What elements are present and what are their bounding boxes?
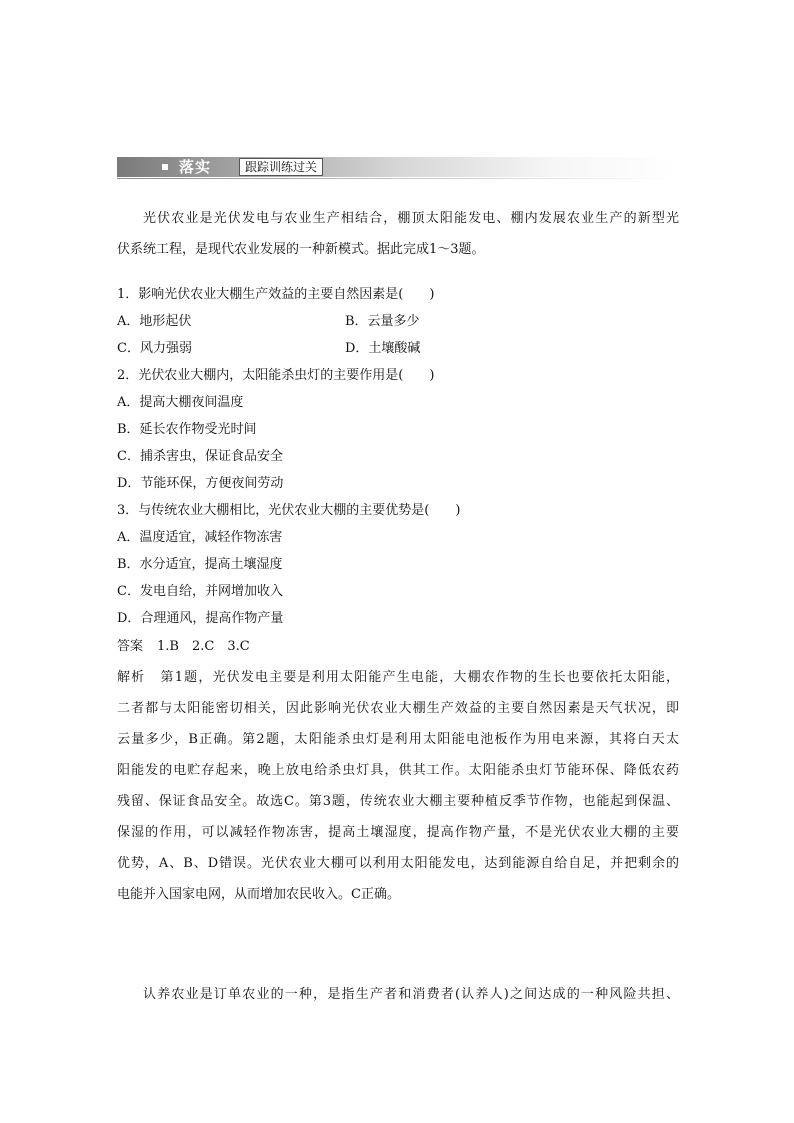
explanation-line: 优势，A、B、D错误。光伏农业大棚可以利用太阳能发电，达到能源自给自足，并把剩余的 — [117, 856, 679, 871]
explanation-label: 解析 — [117, 670, 146, 685]
question-2-option-d: D．节能环保，方便夜间劳动 — [117, 476, 284, 491]
answer-label: 答案 — [117, 639, 144, 654]
intro-line: 光伏农业是光伏发电与农业生产相结合，棚顶太阳能发电、棚内发展农业生产的新型光 — [143, 211, 679, 226]
question-1-option-c: C．风力强弱 — [117, 341, 192, 356]
question-3-option-a: A．温度适宜，减轻作物冻害 — [117, 530, 283, 545]
explanation-line: 残留、保证食品安全。故选C。第3题，传统农业大棚主要种植反季节作物，也能起到保温、 — [117, 794, 679, 809]
question-3-option-c: C．发电自给，并网增加收入 — [117, 584, 283, 599]
question-2-option-b: B．延长农作物受光时间 — [117, 422, 257, 437]
question-3-stem: 3．与传统农业大棚相比，光伏农业大棚的主要优势是( ) — [117, 503, 461, 518]
next-intro-line: 认养农业是订单农业的一种，是指生产者和消费者(认养人)之间达成的一种风险共担、 — [143, 987, 679, 1002]
section-tag: 跟踪训练过关 — [239, 158, 323, 176]
explanation-line: 云量多少，B正确。第2题，太阳能杀虫灯是利用太阳能电池板作为用电来源，其将白天太 — [117, 732, 679, 747]
explanation-line: 二者都与太阳能密切相关，因此影响光伏农业大棚生产效益的主要自然因素是天气状况，即 — [117, 701, 679, 716]
question-1-option-b: B．云量多少 — [345, 314, 420, 329]
explanation-line: 阳能发的电贮存起来，晚上放电给杀虫灯具，供其工作。太阳能杀虫灯节能环保、降低农药 — [117, 763, 679, 778]
question-3-option-b: B．水分适宜，提高土壤湿度 — [117, 557, 283, 572]
section-header — [117, 153, 677, 181]
question-2-option-a: A．提高大棚夜间温度 — [117, 395, 244, 410]
answer-text: 1.B 2.C 3.C — [157, 639, 250, 654]
next-intro-paragraph — [117, 979, 679, 1010]
answer-line — [117, 635, 250, 654]
explanation-text: 第1题，光伏发电主要是利用太阳能产生电能，大棚农作物的生长也要依托太阳能， — [159, 670, 679, 685]
question-3-option-d: D．合理通风，提高作物产量 — [117, 611, 284, 626]
explanation-line: 保湿的作用，可以减轻作物冻害，提高土壤湿度，提高作物产量，不是光伏农业大棚的主要 — [117, 825, 679, 840]
question-2-option-c: C．捕杀害虫，保证食品安全 — [117, 449, 283, 464]
question-1-stem: 1．影响光伏农业大棚生产效益的主要自然因素是( ) — [117, 287, 435, 302]
question-2-stem: 2．光伏农业大棚内，太阳能杀虫灯的主要作用是( ) — [117, 368, 435, 383]
explanation-line — [117, 662, 679, 693]
section-header-underline — [117, 178, 677, 179]
section-title: 落实 — [179, 158, 212, 176]
square-bullet-icon — [162, 164, 168, 170]
explanation-paragraph — [117, 662, 679, 910]
intro-paragraph — [117, 203, 679, 265]
question-1-option-d: D．土壤酸碱 — [345, 341, 421, 356]
question-1-option-a: A．地形起伏 — [117, 314, 192, 329]
explanation-line: 电能并入国家电网，从而增加农民收入。C正确。 — [117, 887, 400, 902]
intro-line: 伏系统工程，是现代农业发展的一种新模式。据此完成1～3题。 — [117, 242, 485, 257]
